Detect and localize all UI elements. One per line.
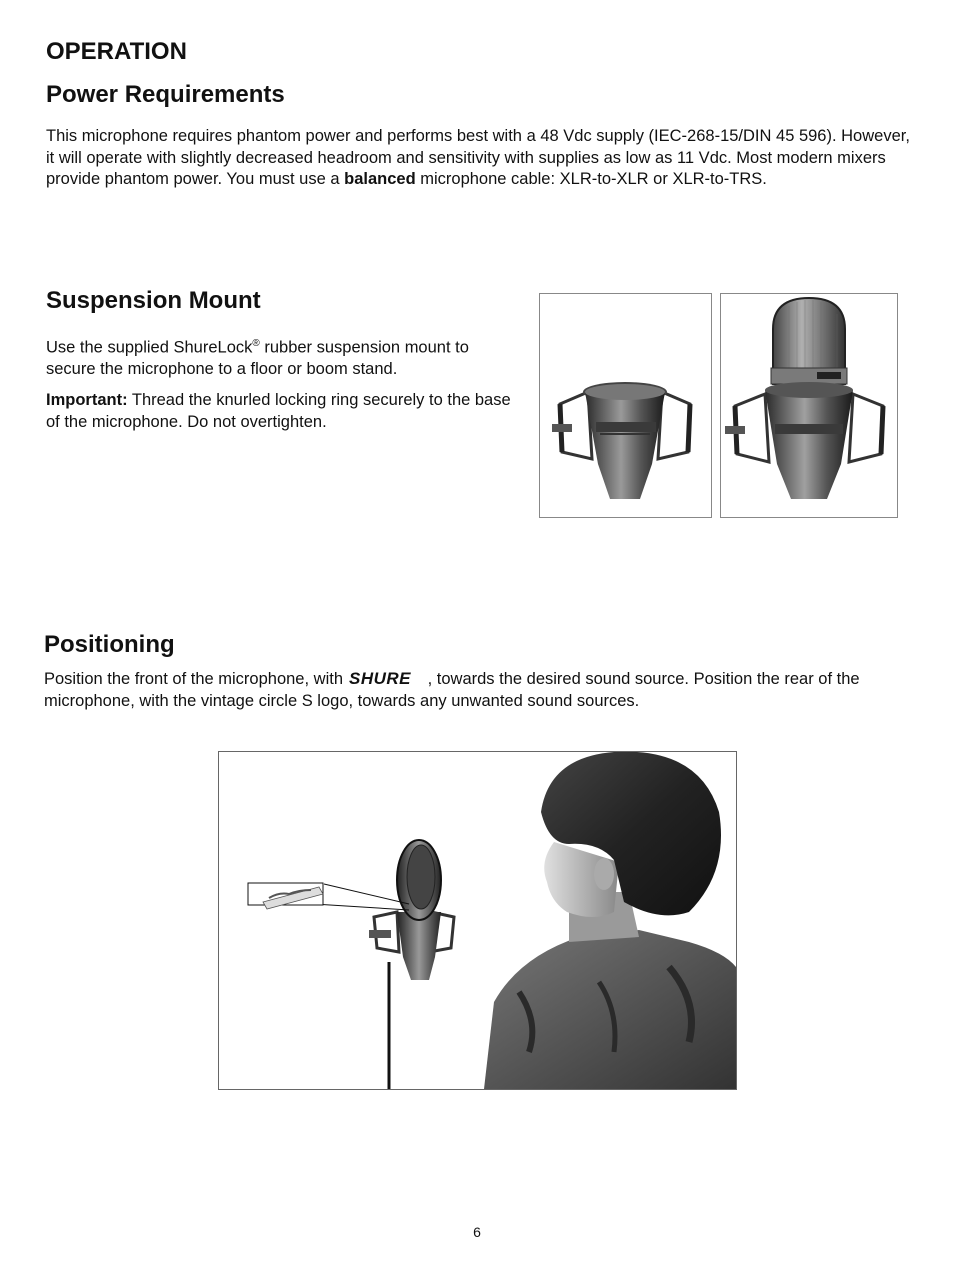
microphone-in-shock-mount-image	[720, 293, 898, 518]
positioning-text-part1: Position the front of the microphone, with	[44, 670, 348, 688]
positioning-text	[44, 669, 924, 712]
suspension-mount-heading: Suspension Mount	[46, 287, 261, 314]
registered-mark: ®	[252, 338, 260, 349]
positioning-text-part2: , towards the desired sound source. Position the rear of the microphone, with the vintage circle S logo, towards any unwanted sound sources.	[44, 670, 860, 710]
power-text-part1: This microphone requires phantom power and performs best with a 48 Vdc supply (IEC-268-15/DIN 45 596). However, it will operate with slightly decreased headroom and sensitivity with supplies as low as 11 Vdc. Most modern mixers provide phantom power. You must use a	[46, 127, 910, 188]
section-title: OPERATION	[46, 38, 187, 65]
important-label: Important:	[46, 391, 128, 409]
power-requirements-text	[46, 126, 916, 191]
positioning-heading: Positioning	[44, 631, 175, 658]
important-text: Thread the knurled locking ring securely to the base of the microphone. Do not overtighten.	[46, 391, 511, 431]
suspension-text-part1: Use the supplied ShureLock	[46, 338, 253, 357]
suspension-text-part2: rubber suspension mount to secure the microphone to a floor or boom stand.	[46, 338, 469, 378]
power-requirements-heading: Power Requirements	[46, 81, 285, 108]
shure-logo-text: SHURE	[348, 670, 411, 686]
important-note	[46, 390, 516, 433]
shock-mount-empty-image	[539, 293, 712, 518]
page-number: 6	[473, 1224, 481, 1240]
positioning-illustration	[218, 751, 737, 1090]
balanced-emphasis: balanced	[344, 170, 416, 188]
suspension-mount-text	[46, 333, 516, 381]
shure-logo	[348, 670, 428, 686]
power-text-part2: microphone cable: XLR-to-XLR or XLR-to-TRS.	[415, 170, 767, 188]
